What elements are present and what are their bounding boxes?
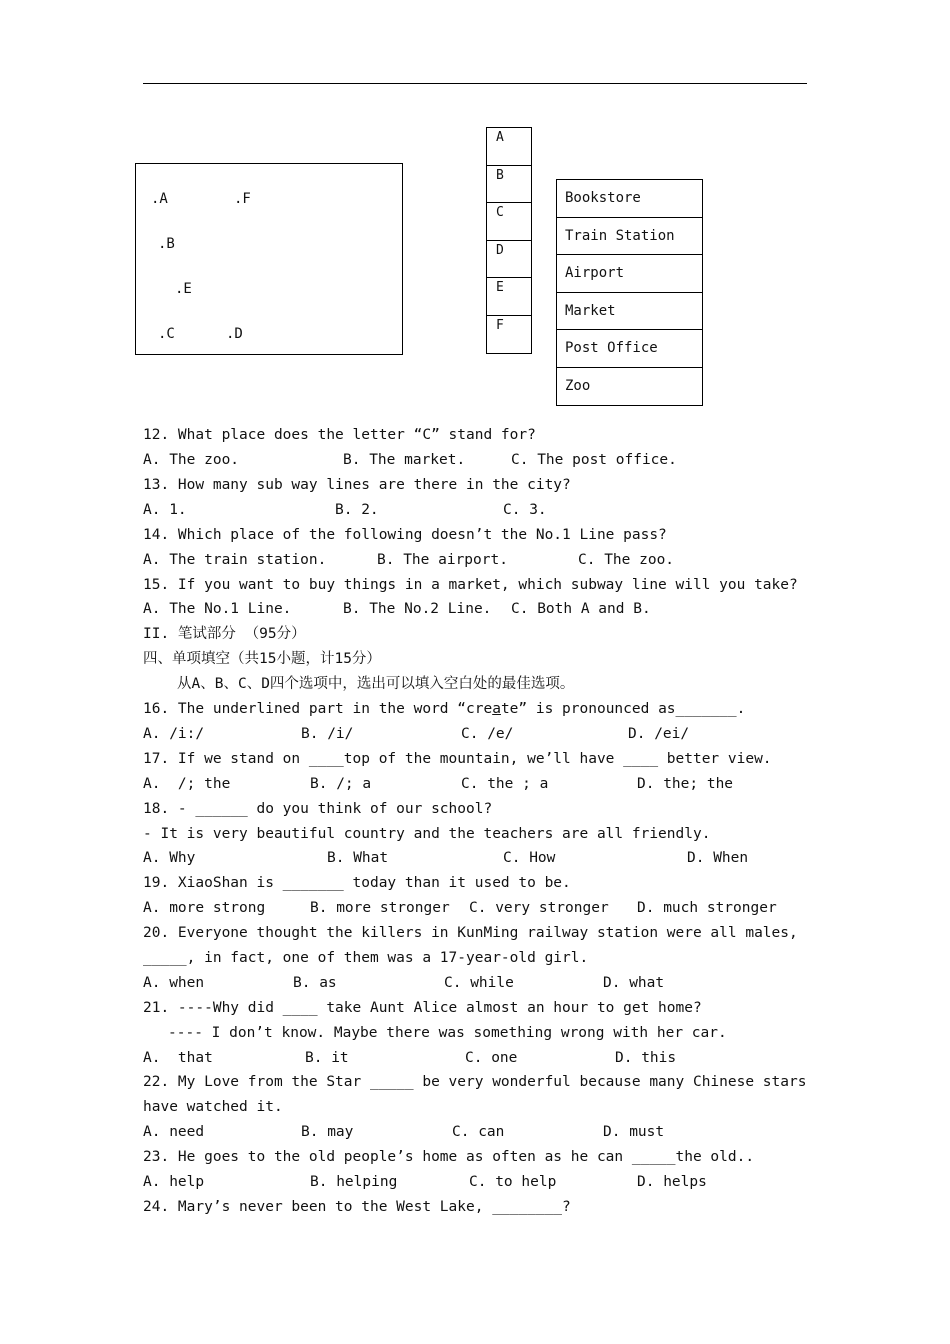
- place-cell: Airport: [557, 255, 702, 293]
- place-cell: Post Office: [557, 330, 702, 368]
- option-15a: A. The No.1 Line.: [143, 601, 292, 617]
- letter-cell: B: [487, 166, 531, 204]
- option-22c: C. can: [452, 1124, 505, 1140]
- question-21-response: ---- I don’t know. Maybe there was something wrong with her car.: [168, 1025, 727, 1041]
- option-18a: A. Why: [143, 850, 196, 866]
- place-cell: Zoo: [565, 377, 591, 394]
- map-point-c: .C: [158, 326, 175, 342]
- option-13a: A. 1.: [143, 502, 187, 518]
- option-23c: C. to help: [469, 1174, 557, 1190]
- option-17b: B. /; a: [310, 776, 372, 792]
- section-four-heading: 四、单项填空（共15小题，计15分）: [143, 651, 381, 667]
- question-22-cont: have watched it.: [143, 1099, 283, 1115]
- map-point-a: .A: [151, 191, 168, 207]
- option-20b: B. as: [293, 975, 337, 991]
- place-cell: Bookstore: [557, 180, 702, 218]
- option-12a: A. The zoo.: [143, 452, 240, 468]
- option-14a: A. The train station.: [143, 552, 327, 568]
- question-21: 21. ----Why did ____ take Aunt Alice almost an hour to get home?: [143, 1000, 702, 1016]
- option-14c: C. The zoo.: [578, 552, 675, 568]
- question-19: 19. XiaoShan is _______ today than it used to be.: [143, 875, 571, 891]
- question-24: 24. Mary’s never been to the West Lake, ________?: [143, 1199, 571, 1215]
- place-table: [556, 179, 703, 406]
- header-rule: [143, 83, 807, 84]
- option-23b: B. helping: [310, 1174, 398, 1190]
- option-21c: C. one: [465, 1050, 518, 1066]
- option-21b: B. it: [305, 1050, 349, 1066]
- option-17d: D. the; the: [637, 776, 734, 792]
- option-16b: B. /i/: [301, 726, 354, 742]
- option-18b: B. What: [327, 850, 389, 866]
- option-15c: C. Both A and B.: [511, 601, 651, 617]
- section-ii-heading: II. 笔试部分 （95分）: [143, 626, 306, 642]
- instructions: 从A、B、C、D四个选项中，选出可以填入空白处的最佳选项。: [177, 676, 575, 692]
- option-19d: D. much stronger: [637, 900, 777, 916]
- option-21d: D. this: [615, 1050, 677, 1066]
- question-13: 13. How many sub way lines are there in the city?: [143, 477, 571, 493]
- question-18: 18. - ______ do you think of our school?: [143, 801, 493, 817]
- map-point-e: .E: [175, 281, 192, 297]
- letter-cell: D: [487, 241, 531, 279]
- option-19c: C. very stronger: [469, 900, 609, 916]
- map-point-f: .F: [234, 191, 251, 207]
- option-18c: C. How: [503, 850, 556, 866]
- option-13c: C. 3.: [503, 502, 547, 518]
- option-21a: A. that: [143, 1050, 213, 1066]
- option-15b: B. The No.2 Line.: [343, 601, 492, 617]
- option-13b: B. 2.: [335, 502, 379, 518]
- question-16: 16. The underlined part in the word “create” is pronounced as_______.: [143, 701, 746, 717]
- option-17a: A. /; the: [143, 776, 231, 792]
- letter-cell: A: [487, 128, 531, 166]
- subway-map: [135, 163, 403, 355]
- option-20d: D. what: [603, 975, 665, 991]
- option-23d: D. helps: [637, 1174, 707, 1190]
- option-22d: D. must: [603, 1124, 665, 1140]
- question-20-cont: _____, in fact, one of them was a 17-year-old girl.: [143, 950, 589, 966]
- question-18-response: - It is very beautiful country and the teachers are all friendly.: [143, 826, 711, 842]
- map-point-b: .B: [158, 236, 175, 252]
- option-14b: B. The airport.: [377, 552, 508, 568]
- option-22a: A. need: [143, 1124, 205, 1140]
- place-cell: Market: [557, 293, 702, 331]
- letter-cell: C: [487, 203, 531, 241]
- question-17: 17. If we stand on ____top of the mountain, we’ll have ____ better view.: [143, 751, 772, 767]
- question-20: 20. Everyone thought the killers in KunMing railway station were all males,: [143, 925, 798, 941]
- question-12: 12. What place does the letter “C” stand for?: [143, 427, 536, 443]
- option-18d: D. When: [687, 850, 749, 866]
- option-12c: C. The post office.: [511, 452, 677, 468]
- letter-table: [486, 127, 532, 354]
- question-15: 15. If you want to buy things in a market, which subway line will you take?: [143, 577, 798, 593]
- option-20a: A. when: [143, 975, 205, 991]
- letter-cell: F: [496, 317, 504, 333]
- place-cell: Train Station: [557, 218, 702, 256]
- map-point-d: .D: [226, 326, 243, 342]
- option-19b: B. more stronger: [310, 900, 450, 916]
- letter-cell: E: [487, 278, 531, 316]
- question-23: 23. He goes to the old people’s home as often as he can _____the old..: [143, 1149, 755, 1165]
- option-20c: C. while: [444, 975, 514, 991]
- option-16d: D. /ei/: [628, 726, 690, 742]
- option-19a: A. more strong: [143, 900, 266, 916]
- option-23a: A. help: [143, 1174, 205, 1190]
- option-17c: C. the ; a: [461, 776, 549, 792]
- option-12b: B. The market.: [343, 452, 466, 468]
- question-14: 14. Which place of the following doesn’t the No.1 Line pass?: [143, 527, 667, 543]
- question-22: 22. My Love from the Star _____ be very wonderful because many Chinese stars: [143, 1074, 807, 1090]
- option-16c: C. /e/: [461, 726, 514, 742]
- option-22b: B. may: [301, 1124, 354, 1140]
- option-16a: A. /i:/: [143, 726, 205, 742]
